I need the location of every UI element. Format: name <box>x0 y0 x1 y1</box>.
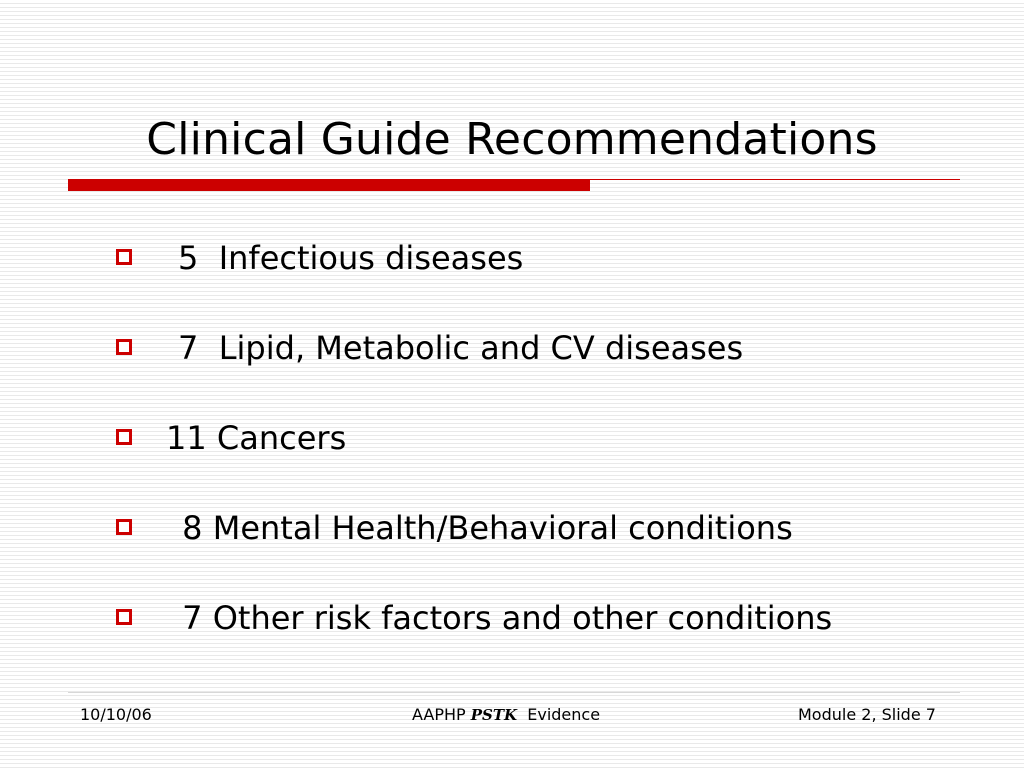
list-item-text: 7 Other risk factors and other conditions <box>172 599 833 637</box>
footer-title-suffix: Evidence <box>517 705 601 724</box>
title-underline-thin <box>590 179 960 180</box>
hollow-square-bullet-icon <box>116 519 132 535</box>
hollow-square-bullet-icon <box>116 429 132 445</box>
footer-title <box>412 704 600 726</box>
hollow-square-bullet-icon <box>116 249 132 265</box>
list-item <box>116 416 996 460</box>
list-item-text: 5 Infectious diseases <box>178 239 524 277</box>
list-item-text: 7 Lipid, Metabolic and CV diseases <box>178 329 744 367</box>
list-item-text: 8 Mental Health/Behavioral conditions <box>172 509 793 547</box>
footer-title-prefix: AAPHP <box>412 705 471 724</box>
list-item <box>116 506 996 550</box>
hollow-square-bullet-icon <box>116 339 132 355</box>
list-item <box>116 596 996 640</box>
footer-title-emphasis: PSTK <box>470 706 518 724</box>
footer-date: 10/10/06 <box>80 705 152 724</box>
footer-divider <box>68 692 960 693</box>
title-underline-thick <box>68 179 590 191</box>
slide-title: Clinical Guide Recommendations <box>146 114 878 165</box>
list-item <box>116 326 996 370</box>
hollow-square-bullet-icon <box>116 609 132 625</box>
list-item-text: 11 Cancers <box>166 419 347 457</box>
footer-slide-number: Module 2, Slide 7 <box>798 705 936 724</box>
list-item <box>116 236 996 280</box>
